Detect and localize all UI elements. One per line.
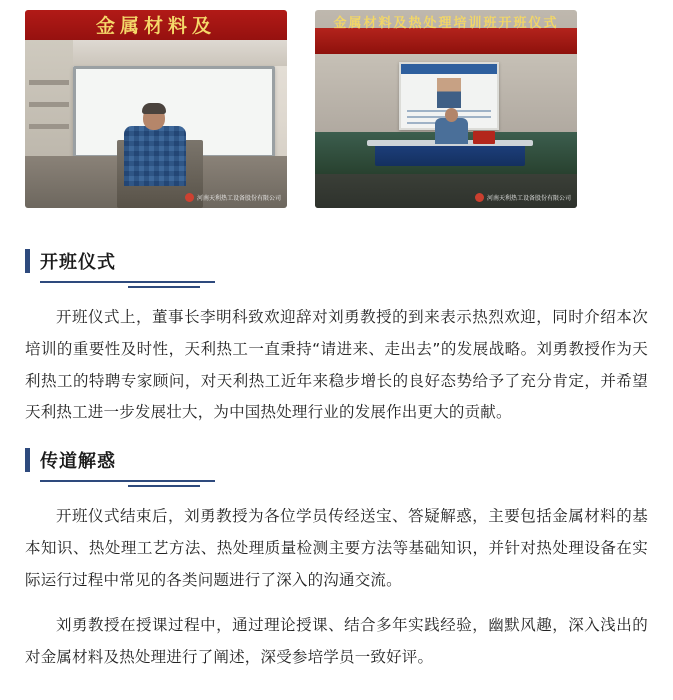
paragraph: 刘勇教授在授课过程中，通过理论授课、结合多年实践经验，幽默风趣，深入浅出的对金属材料及热处理进行了阐述，深受参培学员一致好评。 bbox=[25, 616, 648, 667]
watermark bbox=[185, 193, 281, 202]
speaker-body bbox=[124, 126, 186, 186]
article-body bbox=[0, 208, 673, 674]
watermark-text: 河南天利热工设备股份有限公司 bbox=[486, 195, 571, 202]
side-wall bbox=[25, 40, 73, 162]
section-heading bbox=[25, 447, 648, 473]
watermark bbox=[475, 193, 571, 202]
shelf bbox=[29, 102, 69, 107]
heading-rule-short bbox=[128, 286, 200, 288]
section-opening-ceremony bbox=[25, 248, 648, 429]
speaker-hair bbox=[142, 103, 166, 114]
head-table bbox=[375, 144, 525, 166]
heading-accent-bar bbox=[25, 448, 30, 472]
company-logo-icon bbox=[475, 193, 484, 202]
photo-gallery bbox=[0, 0, 673, 208]
shelf bbox=[29, 80, 69, 85]
photo-banner-text: 金属材料及 bbox=[95, 15, 216, 37]
paragraph: 开班仪式结束后，刘勇教授为各位学员传经送宝、答疑解惑，主要包括金属材料的基本知识、热处理工艺方法、热处理质量检测主要方法等基础知识，并针对热处理设备在实际运行过程中常见的各类问题进行了深入的沟通交流。 bbox=[25, 507, 648, 589]
section-title: 传道解惑 bbox=[40, 451, 116, 473]
slide-portrait bbox=[437, 78, 461, 108]
heading-rule bbox=[40, 480, 215, 482]
heading-rule-short bbox=[128, 485, 200, 487]
heading-rule bbox=[40, 281, 215, 283]
company-logo-icon bbox=[185, 193, 194, 202]
photo-banner-text: 金属材料及热处理培训班开班仪式 bbox=[333, 16, 559, 31]
section-teaching bbox=[25, 447, 648, 674]
section-title: 开班仪式 bbox=[40, 252, 116, 273]
photo-banner bbox=[315, 28, 577, 54]
slide-header bbox=[401, 64, 497, 74]
shelf bbox=[29, 124, 69, 129]
opening-ceremony-hall-photo[interactable] bbox=[315, 10, 577, 208]
heading-accent-bar bbox=[25, 249, 30, 273]
section-heading bbox=[25, 248, 648, 274]
red-document bbox=[473, 131, 495, 144]
paragraph: 开班仪式上，董事长李明科致欢迎辞对刘勇教授的到来表示热烈欢迎，同时介绍本次培训的重要性及时性，天利热工一直秉持“请进来、走出去”的发展战略。刘勇教授作为天利热工的特聘专家顾问，对天利热工近年来稳步增长的良好态势给予了充分肯定，并希望天利热工进一步发展壮大，为中国热处理行业的发展作出更大的贡献。 bbox=[25, 308, 648, 422]
classroom-lecture-photo[interactable] bbox=[25, 10, 287, 208]
speaker-head bbox=[445, 108, 458, 122]
watermark-text: 河南天利热工设备股份有限公司 bbox=[196, 195, 281, 202]
